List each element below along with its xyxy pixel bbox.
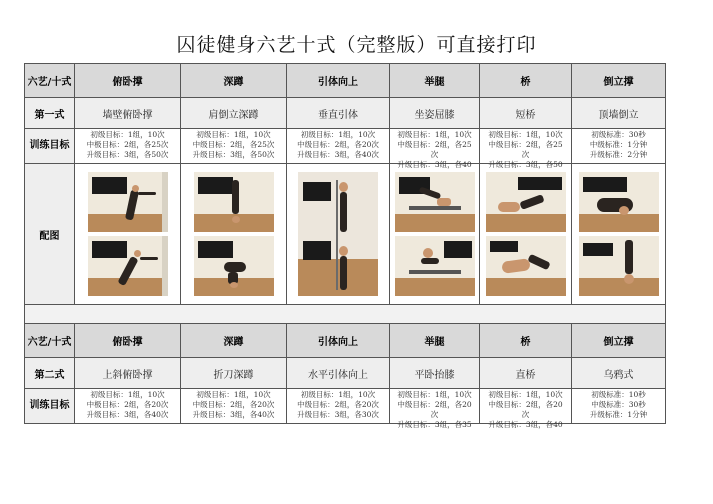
- header-label: 六艺/十式: [25, 64, 75, 98]
- goal-cell: [480, 389, 571, 429]
- form2-name-row: [25, 358, 666, 389]
- exercise-name: 上斜俯卧撑: [75, 358, 181, 389]
- exercise-name: 墙壁俯卧撑: [75, 98, 181, 129]
- exercise-name: 平卧抬膝: [390, 358, 480, 389]
- exercise-photo: [395, 172, 475, 232]
- goal-cell: [390, 129, 479, 169]
- exercise-photo: [194, 236, 274, 296]
- goal-cell: [480, 129, 571, 169]
- goal-line: 初级目标：1组，10次: [90, 390, 165, 399]
- form2-goal-row: [25, 389, 666, 424]
- goal-line: 中级目标：2组，各25: [397, 140, 472, 149]
- header-squat: 深蹲: [181, 64, 287, 98]
- goal-label: 训练目标: [25, 129, 75, 164]
- header-pullup: 引体向上: [287, 324, 390, 358]
- form1-label: 第一式: [25, 98, 75, 129]
- goal-cell: [287, 129, 389, 163]
- goal-line: 中级标准：1分钟: [589, 140, 648, 149]
- exercise-name: 顶墙倒立: [572, 98, 666, 129]
- goal-line: 初级目标：1组，10次: [300, 130, 376, 139]
- exercise-photo: [88, 172, 168, 232]
- goal-cell: [287, 389, 389, 423]
- exercise-name: 坐姿屈膝: [390, 98, 480, 129]
- exercise-name: 短桥: [480, 98, 572, 129]
- form2-label: 第二式: [25, 358, 75, 389]
- goal-line: 初级目标：1组，10次: [300, 390, 376, 399]
- goal-line: 中级目标：2组，各25: [488, 140, 563, 149]
- header-handstand: 倒立撑: [572, 324, 666, 358]
- exercise-photo: [395, 236, 475, 296]
- header-handstand: 倒立撑: [572, 64, 666, 98]
- goal-line: 升级目标：3组，各40次: [297, 150, 379, 159]
- goal-line: 初级目标：1组，10次: [488, 130, 563, 139]
- goal-line: 中级目标：2组，各20: [397, 400, 472, 409]
- form1-name-row: [25, 98, 666, 129]
- header-bridge: 桥: [480, 64, 572, 98]
- goal-cell: [390, 389, 479, 429]
- header-row-2: [25, 324, 666, 358]
- goal-line: 升级标准：1分钟: [589, 410, 648, 419]
- goal-line: 初级目标：1组，10次: [397, 390, 472, 399]
- goal-line: 升级目标：3组，各40: [397, 160, 472, 169]
- goal-cell: [75, 129, 180, 163]
- goal-line: 升级目标：3组，各30次: [297, 410, 379, 419]
- goal-label: 训练目标: [25, 389, 75, 424]
- goal-line: 中级目标：2组，各20次: [192, 400, 275, 409]
- goal-cell: [75, 389, 180, 423]
- exercise-photo-cell: [480, 164, 572, 305]
- goal-cell: [181, 129, 286, 163]
- goal-line: 次: [521, 410, 530, 419]
- exercise-photo: [486, 236, 566, 296]
- goal-line: 初级目标：1组，10次: [196, 390, 271, 399]
- exercise-photo: [486, 172, 566, 232]
- goal-cell: [181, 389, 286, 423]
- goal-line: 次: [521, 150, 530, 159]
- goal-line: 中级标准：30秒: [591, 400, 646, 409]
- exercise-photo-cell: [75, 164, 181, 305]
- training-table: [24, 63, 666, 429]
- exercise-photo: [298, 172, 378, 296]
- header-label: 六艺/十式: [25, 324, 75, 358]
- exercise-name: 折刀深蹲: [181, 358, 287, 389]
- exercise-photo: [579, 236, 659, 296]
- exercise-photo-cell: [572, 164, 666, 305]
- goal-line: 升级目标：3组，各50次: [192, 150, 275, 159]
- goal-line: 初级目标：1组，10次: [488, 390, 563, 399]
- form1-goal-row: [25, 129, 666, 164]
- exercise-name: 直桥: [480, 358, 572, 389]
- exercise-photo: [194, 172, 274, 232]
- header-bridge: 桥: [480, 324, 572, 358]
- goal-line: 初级目标：1组，10次: [196, 130, 271, 139]
- header-pullup: 引体向上: [287, 64, 390, 98]
- goal-cell: [572, 389, 665, 423]
- goal-line: 初级标准：30秒: [591, 130, 646, 139]
- picture-label: 配图: [25, 164, 75, 305]
- goal-line: 中极目标：2组，各25次: [86, 140, 169, 149]
- goal-line: 升级目标：3组，各50: [488, 160, 563, 169]
- exercise-photo-cell: [287, 164, 390, 305]
- goal-line: 升级目标：3组，各40次: [192, 410, 275, 419]
- goal-line: 次: [430, 150, 439, 159]
- header-squat: 深蹲: [181, 324, 287, 358]
- header-legraise: 举腿: [390, 324, 480, 358]
- goal-line: 中级目标：2组，各25次: [192, 140, 275, 149]
- exercise-name: 垂直引体: [287, 98, 390, 129]
- exercise-photo: [88, 236, 168, 296]
- header-legraise: 举腿: [390, 64, 480, 98]
- exercise-name: 水平引体向上: [287, 358, 390, 389]
- goal-line: 初级标准：10秒: [591, 390, 646, 399]
- goal-line: 中级目标：2组，各20: [488, 400, 563, 409]
- goal-cell: [572, 129, 665, 163]
- goal-line: 升级标准：2分钟: [589, 150, 648, 159]
- section-spacer: [25, 305, 666, 324]
- page-title: 囚徒健身六艺十式（完整版）可直接打印: [176, 34, 537, 56]
- exercise-photo: [579, 172, 659, 232]
- goal-line: 升级目标：3组，各35: [397, 420, 472, 429]
- goal-line: 升级目标：3组，各50次: [86, 150, 169, 159]
- goal-line: 中极目标：2组，各20次: [86, 400, 169, 409]
- goal-line: 中级目标：2组，各20次: [297, 400, 379, 409]
- goal-line: 升级目标：3组，各40次: [86, 410, 169, 419]
- exercise-name: 肩倒立深蹲: [181, 98, 287, 129]
- header-pushup: 俯卧撑: [75, 324, 181, 358]
- goal-line: 中级目标：2组，各20次: [297, 140, 379, 149]
- goal-line: 初级目标：1组，10次: [90, 130, 165, 139]
- form1-picture-row: [25, 164, 666, 305]
- exercise-photo-cell: [181, 164, 287, 305]
- goal-line: 升级目标：3组，各40: [488, 420, 563, 429]
- header-row-1: [25, 64, 666, 98]
- exercise-name: 乌鸦式: [572, 358, 666, 389]
- goal-line: 初级目标：1组，10次: [397, 130, 472, 139]
- header-pushup: 俯卧撑: [75, 64, 181, 98]
- goal-line: 次: [430, 410, 439, 419]
- exercise-photo-cell: [390, 164, 480, 305]
